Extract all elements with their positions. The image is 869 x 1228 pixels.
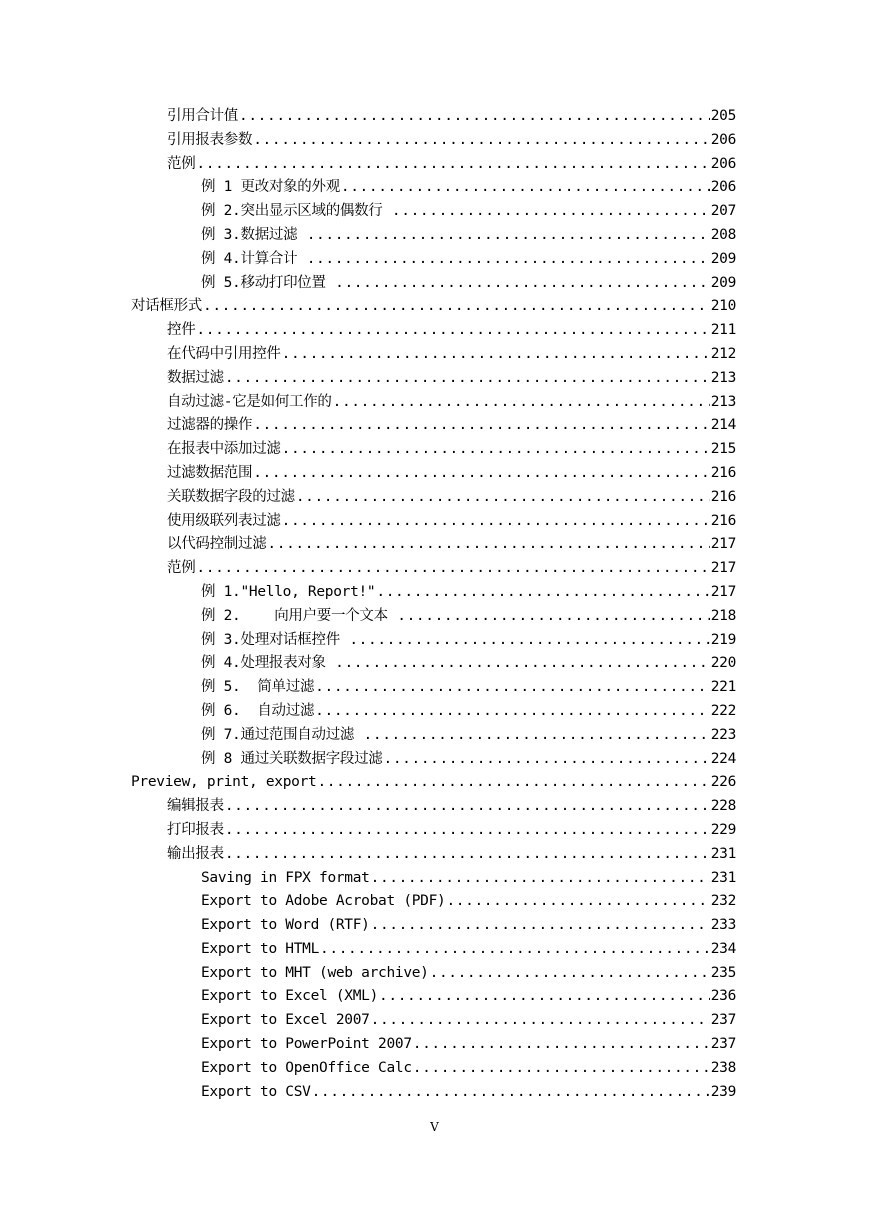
toc-dot-leader — [315, 700, 710, 724]
toc-dot-leader — [196, 153, 709, 177]
toc-dot-leader — [196, 319, 709, 343]
toc-dot-leader — [307, 248, 710, 272]
toc-entry-title[interactable]: 例 5.移动打印位置 — [201, 274, 335, 291]
toc-entry-row[interactable] — [167, 533, 736, 557]
toc-entry-level-2[interactable] — [0, 557, 869, 581]
toc-entry-page-number[interactable]: 222 — [710, 702, 736, 719]
toc-entry-level-3[interactable] — [0, 652, 869, 676]
toc-entry-title[interactable]: 例 4.处理报表对象 — [201, 655, 335, 672]
toc-entry-level-2[interactable] — [0, 486, 869, 510]
toc-entry-page-number[interactable]: 234 — [710, 940, 736, 957]
toc-entry-page-number[interactable]: 216 — [710, 464, 736, 481]
toc-entry-row[interactable] — [201, 652, 736, 676]
toc-entry-row[interactable] — [201, 1009, 736, 1033]
toc-entry-page-number[interactable]: 229 — [710, 821, 736, 838]
toc-entry-title[interactable]: Export to HTML — [201, 940, 320, 957]
toc-entry-row[interactable] — [167, 153, 736, 177]
toc-entry-level-3[interactable] — [0, 1081, 869, 1105]
toc-entry-level-2[interactable] — [0, 105, 869, 129]
toc-entry-page-number[interactable]: 232 — [710, 893, 736, 910]
toc-entry-title[interactable]: 例 8 通过关联数据字段过滤 — [201, 750, 383, 767]
toc-entry-title[interactable]: 例 6. 自动过滤 — [201, 702, 315, 719]
toc-entry-page-number[interactable]: 219 — [710, 631, 736, 648]
toc-entry-title[interactable]: 过滤数据范围 — [167, 464, 253, 481]
toc-entry-page-number[interactable]: 209 — [710, 250, 736, 267]
toc-entry-row[interactable] — [201, 581, 736, 605]
toc-entry-level-3[interactable] — [0, 176, 869, 200]
toc-entry-level-3[interactable] — [0, 1057, 869, 1081]
toc-dot-leader — [282, 343, 710, 367]
toc-dot-leader — [312, 1081, 710, 1105]
toc-entry-row[interactable] — [201, 962, 736, 986]
toc-entry-title[interactable]: 关联数据字段的过滤 — [167, 488, 295, 505]
toc-entry-page-number[interactable]: 224 — [710, 750, 736, 767]
toc-entry-title[interactable]: 例 1."Hello, Report!" — [201, 583, 376, 600]
toc-entry-page-number[interactable]: 213 — [710, 393, 736, 410]
toc-entry-level-3[interactable] — [0, 724, 869, 748]
toc-entry-title[interactable]: 例 7.通过范围自动过滤 — [201, 726, 363, 743]
toc-entry-level-3[interactable] — [0, 272, 869, 296]
toc-entry-row[interactable] — [167, 462, 736, 486]
toc-dot-leader — [413, 1033, 710, 1057]
toc-entry-page-number[interactable]: 221 — [710, 679, 736, 696]
toc-entry-level-2[interactable] — [0, 367, 869, 391]
toc-entry-row[interactable] — [167, 105, 736, 129]
toc-entry-page-number[interactable]: 223 — [710, 726, 736, 743]
toc-entry-row[interactable] — [201, 1057, 736, 1081]
toc-entry-title[interactable]: 过滤器的操作 — [167, 417, 253, 434]
toc-entry-title[interactable]: Export to CSV — [201, 1083, 311, 1100]
toc-entry-page-number[interactable]: 231 — [710, 869, 736, 886]
toc-entry-page-number[interactable]: 206 — [710, 155, 736, 172]
toc-entry-row[interactable] — [201, 867, 736, 891]
toc-entry-level-2[interactable] — [0, 819, 869, 843]
toc-entry-row[interactable] — [201, 938, 736, 962]
toc-dot-leader — [320, 938, 710, 962]
toc-entry-level-2[interactable] — [0, 843, 869, 867]
toc-entry-title[interactable]: 例 3.数据过滤 — [201, 226, 306, 243]
toc-entry-row[interactable] — [167, 129, 736, 153]
toc-entry-page-number[interactable]: 216 — [710, 488, 736, 505]
toc-entry-row[interactable] — [201, 1033, 736, 1057]
toc-entry-level-3[interactable] — [0, 700, 869, 724]
toc-dot-leader — [371, 914, 710, 938]
toc-entry-page-number[interactable]: 217 — [710, 560, 736, 577]
toc-entry-page-number[interactable]: 215 — [710, 441, 736, 458]
toc-entry-row[interactable] — [167, 319, 736, 343]
toc-dot-leader — [446, 890, 709, 914]
toc-entry-page-number[interactable]: 212 — [710, 345, 736, 362]
toc-entry-title[interactable]: 范例 — [167, 560, 196, 577]
toc-entry-page-number[interactable]: 237 — [710, 1012, 736, 1029]
toc-entry-page-number[interactable]: 210 — [710, 298, 736, 315]
toc-entry-row[interactable] — [167, 343, 736, 367]
toc-entry-page-number[interactable]: 231 — [710, 845, 736, 862]
toc-dot-leader — [371, 867, 710, 891]
toc-entry-row[interactable] — [131, 295, 736, 319]
toc-entry-row[interactable] — [201, 224, 736, 248]
toc-entry-title[interactable]: 范例 — [167, 155, 196, 172]
toc-dot-leader — [307, 224, 710, 248]
toc-entry-page-number[interactable]: 228 — [710, 798, 736, 815]
toc-dot-leader — [253, 462, 710, 486]
toc-entry-title[interactable]: 控件 — [167, 322, 196, 339]
toc-entry-row[interactable] — [167, 795, 736, 819]
toc-entry-level-3[interactable] — [0, 1009, 869, 1033]
toc-entry-page-number[interactable]: 214 — [710, 417, 736, 434]
toc-entry-row[interactable] — [201, 676, 736, 700]
toc-entry-title[interactable]: 在代码中引用控件 — [167, 345, 281, 362]
toc-entry-title[interactable]: 编辑报表 — [167, 798, 224, 815]
toc-entry-row[interactable] — [201, 890, 736, 914]
toc-entry-level-3[interactable] — [0, 748, 869, 772]
toc-entry-row[interactable] — [201, 748, 736, 772]
toc-dot-leader — [267, 533, 709, 557]
toc-entry-level-2[interactable] — [0, 462, 869, 486]
toc-entry-title[interactable]: Export to Adobe Acrobat (PDF) — [201, 893, 446, 910]
toc-dot-leader — [239, 105, 710, 129]
toc-entry-row[interactable] — [201, 700, 736, 724]
toc-entry-page-number[interactable]: 217 — [710, 536, 736, 553]
toc-entry-title[interactable]: 数据过滤 — [167, 369, 224, 386]
toc-entry-page-number[interactable]: 208 — [710, 226, 736, 243]
toc-entry-title[interactable]: 自动过滤-它是如何工作的 — [167, 393, 332, 410]
toc-entry-level-1[interactable] — [0, 295, 869, 319]
toc-dot-leader — [196, 557, 709, 581]
toc-entry-page-number[interactable]: 209 — [710, 274, 736, 291]
toc-entry-title[interactable]: 例 2. 向用户要一个文本 — [201, 607, 397, 624]
toc-entry-title[interactable]: 例 2.突出显示区域的偶数行 — [201, 203, 391, 220]
toc-dot-leader — [333, 391, 710, 415]
toc-entry-title[interactable]: Preview, print, export — [131, 774, 317, 791]
toc-entry-level-3[interactable] — [0, 938, 869, 962]
toc-dot-leader — [376, 581, 709, 605]
toc-entry-page-number[interactable]: 238 — [710, 1059, 736, 1076]
toc-entry-title[interactable]: 例 1 更改对象的外观 — [201, 179, 340, 196]
toc-entry-page-number[interactable]: 216 — [710, 512, 736, 529]
toc-entry-level-2[interactable] — [0, 343, 869, 367]
toc-entry-level-2[interactable] — [0, 795, 869, 819]
toc-entry-row[interactable] — [201, 629, 736, 653]
toc-entry-row[interactable] — [201, 272, 736, 296]
toc-dot-leader — [335, 272, 710, 296]
toc-entry-row[interactable] — [201, 605, 736, 629]
toc-entry-level-2[interactable] — [0, 533, 869, 557]
toc-entry-row[interactable] — [167, 391, 736, 415]
toc-entry-title[interactable]: Export to Excel (XML) — [201, 988, 379, 1005]
toc-entry-level-3[interactable] — [0, 629, 869, 653]
toc-entry-title[interactable]: 对话框形式 — [131, 298, 202, 315]
toc-entry-page-number[interactable]: 206 — [710, 131, 736, 148]
toc-dot-leader — [364, 724, 710, 748]
toc-dot-leader — [379, 985, 710, 1009]
toc-entry-page-number[interactable]: 218 — [710, 607, 736, 624]
toc-entry-page-number[interactable]: 217 — [710, 583, 736, 600]
toc-dot-leader — [315, 676, 710, 700]
toc-entry-row[interactable] — [167, 367, 736, 391]
toc-entry-level-2[interactable] — [0, 438, 869, 462]
toc-entry-level-3[interactable] — [0, 676, 869, 700]
toc-dot-leader — [392, 200, 710, 224]
toc-entry-level-1[interactable] — [0, 771, 869, 795]
toc-entry-row[interactable] — [201, 724, 736, 748]
toc-entry-page-number[interactable]: 226 — [710, 774, 736, 791]
toc-entry-title[interactable]: Saving in FPX format — [201, 869, 370, 886]
toc-dot-leader — [253, 414, 710, 438]
toc-entry-row[interactable] — [201, 200, 736, 224]
toc-entry-page-number[interactable]: 239 — [710, 1083, 736, 1100]
toc-entry-level-3[interactable] — [0, 605, 869, 629]
toc-entry-level-2[interactable] — [0, 391, 869, 415]
toc-dot-leader — [430, 962, 710, 986]
toc-entry-title[interactable]: 在报表中添加过滤 — [167, 441, 281, 458]
toc-entry-title[interactable]: Export to Excel 2007 — [201, 1012, 370, 1029]
toc-dot-leader — [253, 129, 710, 153]
toc-entry-page-number[interactable]: 206 — [710, 179, 736, 196]
toc-dot-leader — [335, 652, 710, 676]
toc-entry-level-3[interactable] — [0, 1033, 869, 1057]
toc-entry-title[interactable]: Export to OpenOffice Calc — [201, 1059, 412, 1076]
toc-entry-title[interactable]: 以代码控制过滤 — [167, 536, 267, 553]
toc-dot-leader — [384, 748, 710, 772]
toc-entry-level-3[interactable] — [0, 581, 869, 605]
toc-entry-title[interactable]: 例 4.计算合计 — [201, 250, 306, 267]
toc-entry-page-number[interactable]: 235 — [710, 964, 736, 981]
toc-entry-row[interactable] — [167, 510, 736, 534]
toc-entry-level-3[interactable] — [0, 248, 869, 272]
toc-entry-page-number[interactable]: 220 — [710, 655, 736, 672]
toc-entry-title[interactable]: 引用报表参数 — [167, 131, 253, 148]
toc-entry-level-2[interactable] — [0, 153, 869, 177]
toc-entry-page-number[interactable]: 211 — [710, 322, 736, 339]
toc-entry-page-number[interactable]: 205 — [710, 108, 736, 124]
toc-dot-leader — [349, 629, 709, 653]
toc-dot-leader — [225, 795, 710, 819]
toc-entry-level-2[interactable] — [0, 319, 869, 343]
toc-entry-title[interactable]: 打印报表 — [167, 821, 224, 838]
toc-entry-page-number[interactable]: 236 — [710, 988, 736, 1005]
toc-dot-leader — [341, 176, 710, 200]
toc-entry-title[interactable]: 使用级联列表过滤 — [167, 512, 281, 529]
toc-entry-level-3[interactable] — [0, 962, 869, 986]
toc-entry-title[interactable]: Export to MHT (web archive) — [201, 964, 429, 981]
toc-entry-level-2[interactable] — [0, 414, 869, 438]
toc-dot-leader — [397, 605, 709, 629]
toc-entry-level-3[interactable] — [0, 890, 869, 914]
toc-entry-level-2[interactable] — [0, 510, 869, 534]
toc-dot-leader — [317, 771, 709, 795]
toc-entry-level-3[interactable] — [0, 224, 869, 248]
toc-entry-title[interactable]: 例 3.处理对话框控件 — [201, 631, 349, 648]
toc-dot-leader — [225, 843, 710, 867]
toc-dot-leader — [413, 1057, 710, 1081]
toc-entry-row[interactable] — [167, 438, 736, 462]
toc-entry-row[interactable] — [167, 414, 736, 438]
toc-dot-leader — [282, 510, 710, 534]
toc-entry-row[interactable] — [201, 914, 736, 938]
toc-entry-level-3[interactable] — [0, 867, 869, 891]
toc-entry-row[interactable] — [131, 771, 736, 795]
toc-entry-page-number[interactable]: 213 — [710, 369, 736, 386]
toc-dot-leader — [203, 295, 710, 319]
toc-entry-level-3[interactable] — [0, 200, 869, 224]
toc-entry-row[interactable] — [167, 819, 736, 843]
toc-entry-row[interactable] — [167, 486, 736, 510]
toc-entry-title[interactable]: 输出报表 — [167, 845, 224, 862]
toc-entry-title[interactable]: 例 5. 简单过滤 — [201, 679, 315, 696]
toc-entry-row[interactable] — [201, 985, 736, 1009]
toc-entry-page-number[interactable]: 237 — [710, 1036, 736, 1053]
toc-entry-title[interactable]: Export to PowerPoint 2007 — [201, 1036, 412, 1053]
toc-entry-level-2[interactable] — [0, 129, 869, 153]
toc-dot-leader — [225, 819, 710, 843]
toc-entry-page-number[interactable]: 207 — [710, 203, 736, 220]
toc-dot-leader — [225, 367, 710, 391]
toc-entry-row[interactable] — [201, 1081, 736, 1105]
toc-entry-level-3[interactable] — [0, 985, 869, 1009]
toc-entry-row[interactable] — [167, 557, 736, 581]
toc-dot-leader — [296, 486, 710, 510]
toc-dot-leader — [282, 438, 710, 462]
toc-dot-leader — [371, 1009, 710, 1033]
toc-entry-level-3[interactable] — [0, 914, 869, 938]
toc-entry-title[interactable]: 引用合计值 — [167, 108, 238, 124]
toc-entry-row[interactable] — [201, 176, 736, 200]
toc-entry-title[interactable]: Export to Word (RTF) — [201, 917, 370, 934]
table-of-contents — [0, 105, 869, 1104]
toc-entry-page-number[interactable]: 233 — [710, 917, 736, 934]
toc-entry-row[interactable] — [201, 248, 736, 272]
page-number-footer: V — [430, 1120, 439, 1134]
toc-entry-row[interactable] — [167, 843, 736, 867]
